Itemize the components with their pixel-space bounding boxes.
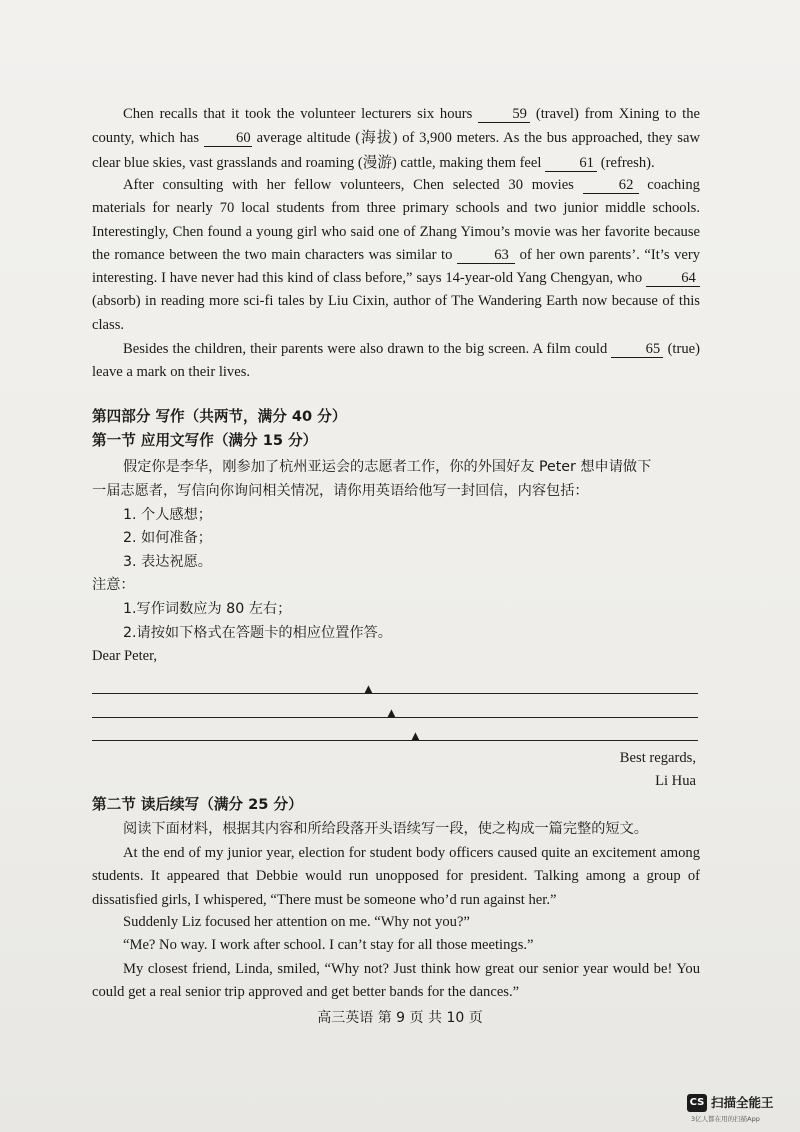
- content-point-3: 3. 表达祝愿。: [123, 554, 212, 570]
- blank-63: 63: [457, 247, 515, 264]
- story-paragraph-2: Suddenly Liz focused her attention on me. “Why not you?”: [123, 914, 470, 930]
- story-paragraph-4: My closest friend, Linda, smiled, “Why not? Just think how great our senior year would be! You could get a real senior trip approved and get better bands for the dances.”: [92, 961, 700, 1001]
- salutation: Dear Peter,: [92, 648, 158, 664]
- scanner-watermark: [687, 1094, 797, 1128]
- note-1: 1.写作词数应为 80 左右；: [123, 601, 292, 617]
- prompt-line-1: 假定你是李华，刚参加了杭州亚运会的志愿者工作，你的外国好友 Peter 想申请做下: [123, 459, 652, 475]
- writing-marker-3: ▲: [409, 728, 422, 743]
- blank-62: 62: [583, 177, 639, 194]
- writing-line-2: [92, 717, 698, 718]
- section-two-title: 第二节 读后续写（满分 25 分）: [92, 796, 303, 813]
- story-paragraph-3: “Me? No way. I work after school. I can’t stay for all those meetings.”: [123, 937, 534, 953]
- part-four-title: 第四部分 写作（共两节，满分 40 分）: [92, 408, 347, 425]
- writing-marker-1: ▲: [362, 681, 375, 696]
- blank-59: 59: [478, 106, 530, 123]
- watermark-tagline: 3亿人都在用的扫描App: [691, 1115, 760, 1123]
- signature: Li Hua: [655, 773, 696, 789]
- content-point-1: 1. 个人感想；: [123, 507, 212, 523]
- closing: Best regards,: [619, 750, 696, 766]
- page-footer: 高三英语 第 9 页 共 10 页: [317, 1010, 483, 1026]
- writing-line-1: [92, 693, 698, 694]
- passage-paragraph-2: After consulting with her fellow volunteers, Chen selected 30 movies 62 coaching materials for nearly 70 local students from three primary schools and two junior middle schools. Interestingly, Chen found a young girl who said one of Zhang Yimou’s movie was her favorite because the romance between the two main characters was similar to 63 of her own parents’. “It’s very interesting. I have never had this kind of class before,” says 14-year-old Yang Chengyan, who 64 (absorb) in reading more sci-fi tales by Liu Cixin, author of The Wandering Earth now because of this class.: [92, 177, 701, 333]
- story-paragraph-1: At the end of my junior year, election for student body officers caused quite an excitement among students. It appeared that Debbie would run unopposed for president. Talking among a group of dissatisfied girls, I whispered, “There must be someone who’d run against her.”: [92, 845, 700, 908]
- writing-line-3: [92, 740, 698, 741]
- prompt-line-2: 一届志愿者，写信向你询问相关情况，请你用英语给他写一封回信，内容包括：: [92, 483, 589, 499]
- passage-paragraph-3: Besides the children, their parents were also drawn to the big screen. A film could 65 (true) leave a mark on their lives.: [92, 341, 700, 381]
- watermark-app-name: 扫描全能王: [711, 1095, 774, 1110]
- note-label: 注意：: [92, 577, 135, 593]
- content-point-2: 2. 如何准备；: [123, 530, 212, 546]
- camscanner-logo-icon: CS: [687, 1094, 707, 1112]
- blank-60: 60: [204, 130, 252, 147]
- section-two-prompt: 阅读下面材料，根据其内容和所给段落开头语续写一段，使之构成一篇完整的短文。: [123, 821, 648, 837]
- blank-64: 64: [646, 270, 700, 287]
- blank-65: 65: [611, 341, 663, 358]
- note-2: 2.请按如下格式在答题卡的相应位置作答。: [123, 625, 392, 641]
- section-one-title: 第一节 应用文写作（满分 15 分）: [92, 432, 318, 449]
- blank-61: 61: [545, 155, 597, 172]
- passage-paragraph-1: Chen recalls that it took the volunteer lecturers six hours 59 (travel) from Xining to the county, which has 60 average altitude (海拔) of 3,900 meters. As the bus approached, they saw clear blue skies, vast grasslands and roaming (漫游) cattle, making them feel 61 (refresh).: [92, 106, 700, 171]
- writing-marker-2: ▲: [385, 705, 398, 720]
